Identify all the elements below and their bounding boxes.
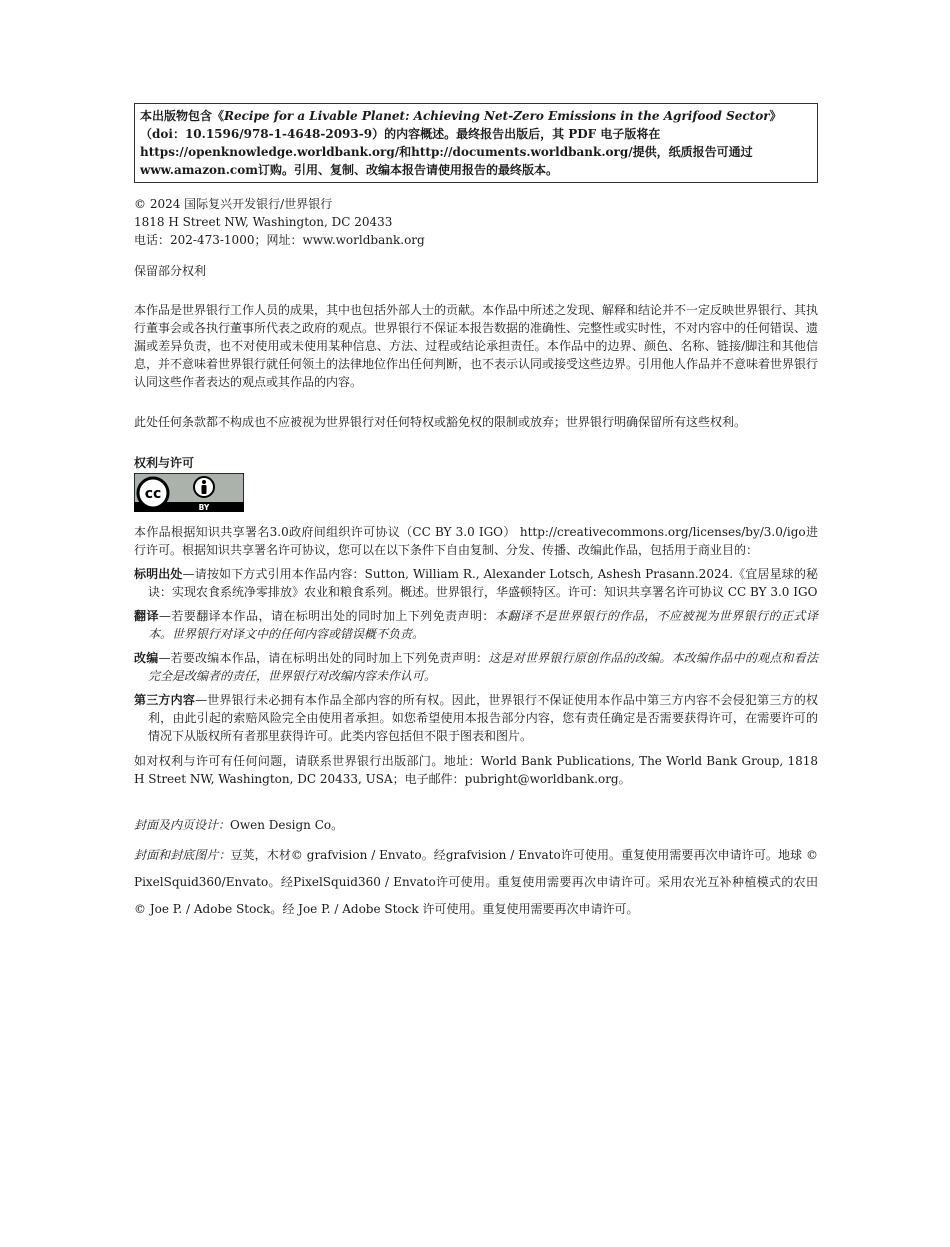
condition-text: —请按如下方式引用本作品内容：Sutton, William R., Alexander Lotsch, Ashesh Prasann.2024.《宜居星球的秘诀：实现农食系统净零排放》农业和粮食系列。概述。世界银行，华盛顿特区。许可：知识共享署名许可协议 CC BY 3.0 IGO <box>148 567 818 599</box>
contact-paragraph: 如对权利与许可有任何问题，请联系世界银行出版部门。地址：World Bank Publications, The World Bank Group, 1818 H Street NW, Washington, DC 20433, USA；电子邮件：pubright@worldbank.org。 <box>134 754 818 786</box>
disclaimer-paragraph: 本作品是世界银行工作人员的成果，其中也包括外部人士的贡献。本作品中所述之发现、解释和结论并不一定反映世界银行、其执行董事会或各执行董事所代表之政府的观点。世界银行不保证本报告数据的准确性、完整性或实时性，不对内容中的任何错误、遗漏或差异负责，也不对使用或未使用某种信息、方法、过程或结论承担责任。本作品中的边界、颜色、名称、链接/脚注和其他信息，并不意味着世界银行就任何领土的法律地位作出任何判断，也不表示认同或接受这些边界。引用他人作品并不意味着世界银行认同这些作者表达的观点或其作品的内容。 <box>134 303 819 389</box>
notice-pre: 本出版物包含《 <box>140 109 225 123</box>
condition-adaptation <box>134 649 818 685</box>
photos-text: 豆荚，木材© grafvision / Envato。经grafvision / Envato许可使用。重复使用需要再次申请许可。地球 © PixelSquid360/Envato。经PixelSquid360 / Envato许可使用。重复使用需要再次申请许可。采用农光互补种植模式的农田 © Joe P. / Adobe Stock。经 Joe P. / Adobe Stock 许可使用。重复使用需要再次申请许可。 <box>134 848 818 916</box>
phone-web-line: 电话：202-473-1000；网址：www.worldbank.org <box>134 233 425 247</box>
condition-label: 翻译 <box>134 609 159 623</box>
copyright-block <box>134 195 818 249</box>
condition-label: 第三方内容 <box>134 693 196 707</box>
design-value: Owen Design Co。 <box>230 818 344 832</box>
by-text: BY <box>198 503 210 512</box>
condition-text: —世界银行未必拥有本作品全部内容的所有权。因此，世界银行不保证使用本作品中第三方内容不会侵犯第三方的权利，由此引起的索赔风险完全由使用者承担。如您希望使用本报告部分内容，您有责任确定是否需要获得许可，在需要许可的情况下从版权所有者那里获得许可。此类内容包括但不限于图表和图片。 <box>148 693 818 743</box>
condition-attribution <box>134 565 818 601</box>
photo-credits <box>134 842 818 923</box>
condition-translation <box>134 607 818 643</box>
condition-label: 改编 <box>134 651 159 665</box>
rights-heading: 权利与许可 <box>134 456 195 470</box>
copyright-line: © 2024 国际复兴开发银行/世界银行 <box>134 197 333 211</box>
copyright-page <box>134 103 818 923</box>
condition-label: 标明出处 <box>134 567 183 581</box>
condition-third-party <box>134 691 818 745</box>
notice-post: 》（doi：10.1596/978-1-4648-2093-9）的内容概述。最终报告出版后，其 PDF 电子版将在 https://openknowledge.worldbank.org/和http://documents.worldbank.org/提供，纸质报告可通过 www.amazon.com订购。引用、复制、改编本报告请使用报告的最终版本。 <box>140 109 782 177</box>
address-line: 1818 H Street NW, Washington, DC 20433 <box>134 215 393 229</box>
cc-text: cc <box>144 486 162 502</box>
cc-by-license-icon <box>134 473 244 512</box>
condition-text: —若要翻译本作品，请在标明出处的同时加上下列免责声明： <box>158 609 495 623</box>
rights-reserved: 保留部分权利 <box>134 264 207 278</box>
condition-italic-text: 本翻译不是世界银行的作品，不应被视为世界银行的正式译本。世界银行对译文中的任何内容或错误概不负责。 <box>148 609 818 641</box>
design-credit <box>134 816 818 834</box>
privileges-paragraph: 此处任何条款都不构成也不应被视为世界银行对任何特权或豁免权的限制或放弃；世界银行明确保留所有这些权利。 <box>134 415 747 429</box>
photos-label: 封面和封底图片： <box>134 848 231 862</box>
design-label: 封面及内页设计： <box>134 818 231 832</box>
condition-text: —若要改编本作品，请在标明出处的同时加上下列免责声明： <box>158 651 489 665</box>
notice-box <box>134 103 818 183</box>
license-intro: 本作品根据知识共享署名3.0政府间组织许可协议（CC BY 3.0 IGO） http://creativecommons.org/licenses/by/3.0/igo进行许可。根据知识共享署名许可协议，您可以在以下条件下自由复制、分发、传播、改编此作品，包括用于商业目的： <box>134 525 818 557</box>
condition-italic-text: 这是对世界银行原创作品的改编。本改编作品中的观点和看法完全是改编者的责任，世界银行对改编内容未作认可。 <box>148 651 818 683</box>
notice-title: Recipe for a Livable Planet: Achieving Net-Zero Emissions in the Agrifood Sector <box>224 109 770 123</box>
